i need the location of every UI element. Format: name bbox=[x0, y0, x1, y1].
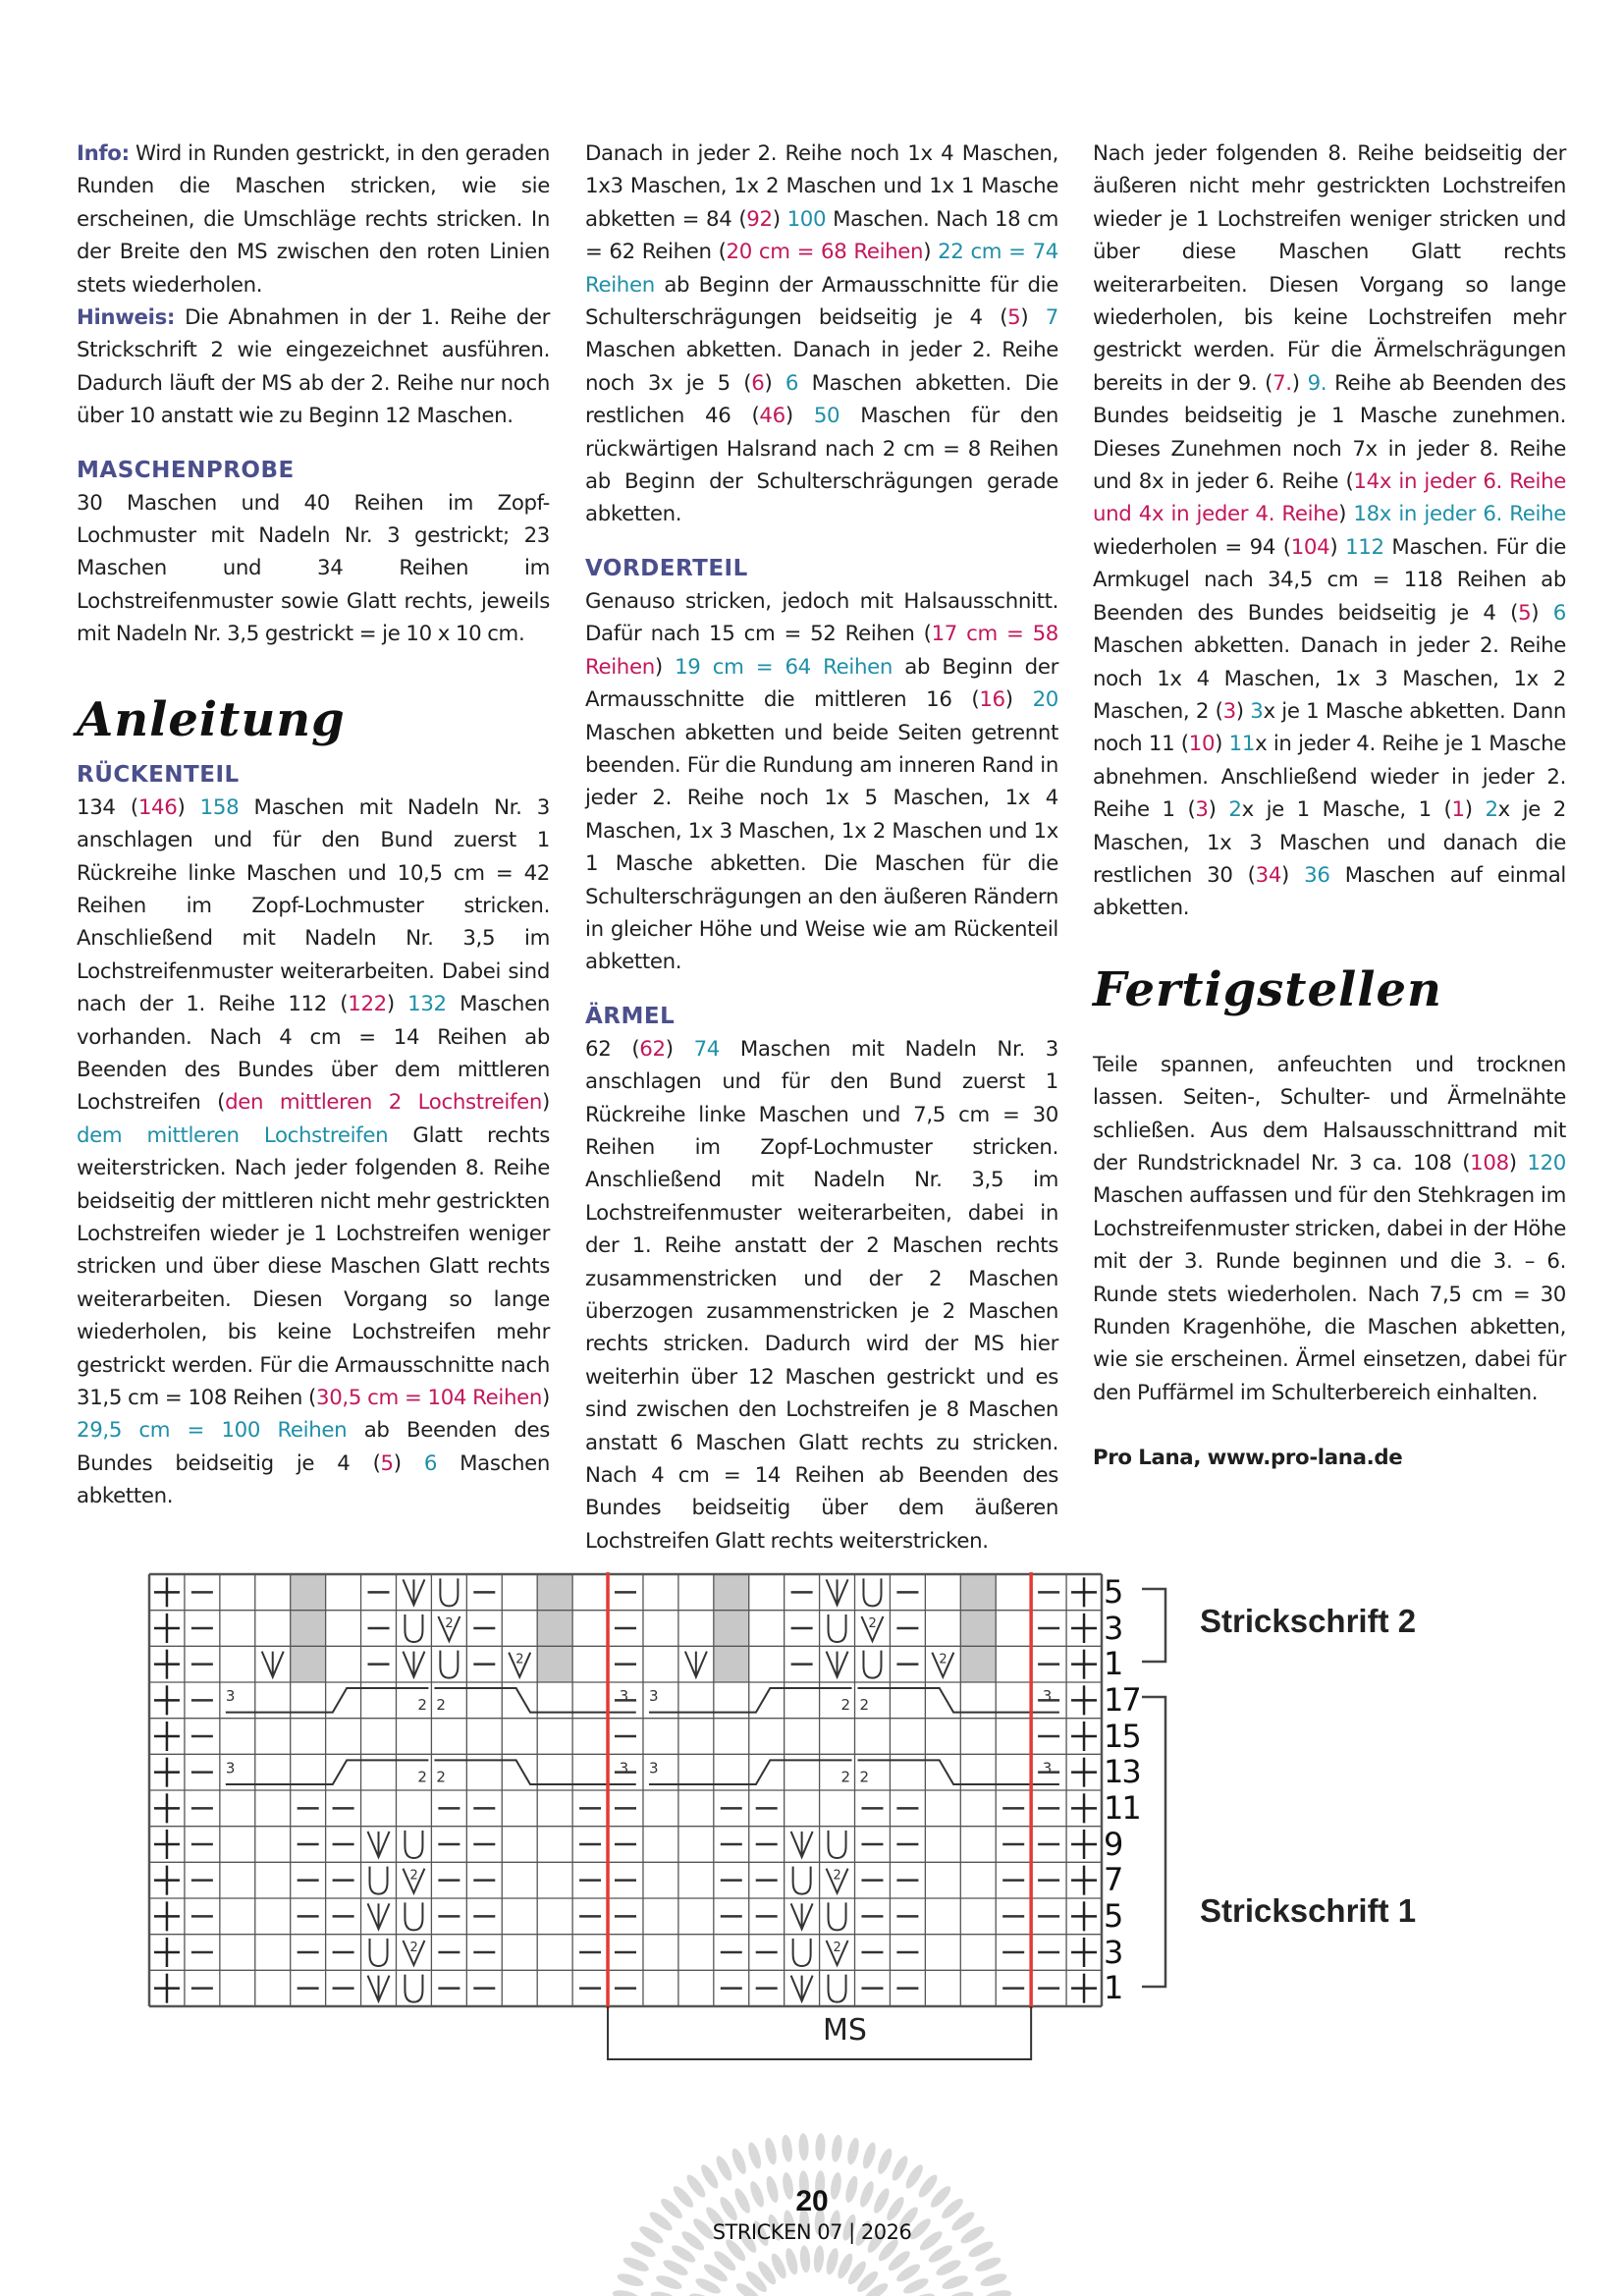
issue-label: STRICKEN 07 | 2026 bbox=[712, 2220, 912, 2244]
svg-text:2: 2 bbox=[833, 1868, 841, 1884]
svg-text:2: 2 bbox=[833, 1941, 841, 1955]
section-heading-rueckenteil: RÜCKENTEIL bbox=[77, 761, 240, 788]
maschenprobe-text: 30 Maschen und 40 Reihen im Zopf- Lochmuster mit Nadeln Nr. 3 gestrickt; 23 Maschen und 34 Reihen im Lochstreifenmuster sowie Glatt rechts, jeweils mit Nadeln Nr. 3,5 gestrickt = je 10 x 10 cm. bbox=[77, 490, 550, 647]
row-number: 9 bbox=[1104, 1825, 1122, 1863]
fertigstellen-title: Fertigstellen bbox=[1093, 961, 1442, 1017]
svg-text:2: 2 bbox=[417, 1696, 427, 1714]
row-number: 1 bbox=[1104, 1645, 1122, 1683]
credit-line: Pro Lana, www.pro-lana.de bbox=[1093, 1446, 1403, 1471]
svg-text:3: 3 bbox=[1042, 1687, 1053, 1705]
svg-text:2: 2 bbox=[840, 1696, 851, 1714]
section-heading-vorderteil: VORDERTEIL bbox=[585, 555, 748, 581]
row-number: 15 bbox=[1104, 1717, 1140, 1755]
hinweis-paragraph: Hinweis: Die Abnahmen in der 1. Reihe der Strickschrift 2 wie eingezeichnet ausführen. Dadurch läuft der MS ab der 2. Reihe nur noch über 10 anstatt wie zu Beginn 12 Maschen. bbox=[77, 305, 550, 429]
vorderteil-text: Genauso stricken, jedoch mit Halsausschnitt. Dafür nach 15 cm = 52 Reihen (17 cm = 58 Reihen) 19 cm = 64 Reihen ab Beginn der Armausschnitte die mittleren 16 (16) 20 Maschen abketten und beide Seiten getrennt beenden. Für die Rundung am inneren Rand in jeder 2. Reihe noch 1x 5 Maschen, 1x 4 Maschen, 1x 3 Maschen, 1x 2 Maschen und 1x 1 Masche abketten. Die Maschen für die Schulterschrägungen an den äußeren Rändern in gleicher Höhe und Weise wie am Rückenteil abketten. bbox=[585, 588, 1059, 975]
svg-text:2: 2 bbox=[859, 1696, 870, 1714]
row-number: 11 bbox=[1104, 1789, 1140, 1827]
svg-text:2: 2 bbox=[417, 1768, 427, 1786]
row-number: 17 bbox=[1104, 1681, 1140, 1719]
svg-text:3: 3 bbox=[619, 1687, 629, 1705]
rueckenteil-text: 134 (146) 158 Maschen mit Nadeln Nr. 3 anschlagen und für den Bund zuerst 1 Rückreihe linke Maschen und 10,5 cm = 42 Reihen im Zopf-Lochmuster stricken. Anschließend mit Nadeln Nr. 3,5 im Lochstreifenmuster weiterarbeiten. Dabei sind nach der 1. Reihe 112 (122) 132 Maschen vorhanden. Nach 4 cm = 14 Reihen ab Beenden des Bundes über dem mittleren Lochstreifen (den mittleren 2 Lochstreifen) dem mittleren Lochstreifen Glatt rechts weiterstricken. Nach jeder folgenden 8. Reihe beidseitig der mittleren nicht mehr gestrickten Lochstreifen wieder je 1 Lochstreifen weniger stricken und über diese Maschen Glatt rechts weiterarbeiten. Diesen Vorgang so lange wiederholen, bis keine Lochstreifen mehr gestrickt werden. Für die Armausschnitte nach 31,5 cm = 108 Reihen (30,5 cm = 104 Reihen) 29,5 cm = 100 Reihen ab Beenden des Bundes beidseitig je 4 (5) 6 Maschen abketten. bbox=[77, 794, 551, 1509]
page-number: 20 bbox=[795, 2185, 829, 2217]
svg-text:2: 2 bbox=[939, 1652, 947, 1667]
svg-text:3: 3 bbox=[225, 1759, 236, 1777]
info-paragraph: Info: Wird in Runden gestrickt, in den geraden Runden die Maschen stricken, wie sie erscheinen, die Umschläge rechts stricken. In der Breite den MS zwischen den roten Linien stets wiederholen. bbox=[77, 141, 550, 298]
row-number: 1 bbox=[1104, 1969, 1122, 2007]
row-number: 3 bbox=[1104, 1609, 1122, 1647]
section-heading-aermel: ÄRMEL bbox=[585, 1003, 676, 1029]
svg-text:3: 3 bbox=[648, 1759, 659, 1777]
svg-text:2: 2 bbox=[409, 1941, 418, 1955]
legend-strickschrift-2: Strickschrift 2 bbox=[1200, 1603, 1417, 1639]
svg-text:3: 3 bbox=[648, 1687, 659, 1705]
svg-text:2: 2 bbox=[515, 1652, 524, 1667]
row-number: 5 bbox=[1104, 1573, 1122, 1611]
svg-text:3: 3 bbox=[225, 1687, 236, 1705]
aermel-continued-text: Nach jeder folgenden 8. Reihe beidseitig der äußeren nicht mehr gestrickten Lochstreifen wieder je 1 Lochstreifen weniger stricken und über diese Maschen Glatt rechts weiterarbeiten. Diesen Vorgang so lange wiederholen, bis keine Lochstreifen mehr gestrickt werden. Für die Ärmelschrägungen bereits in der 9. (7.) 9. Reihe ab Beenden des Bundes beidseitig je 1 Masche zunehmen. Dieses Zunehmen noch 7x in jeder 8. Reihe und 8x in jeder 6. Reihe (14x in jeder 6. Reihe und 4x in jeder 4. Reihe) 18x in jeder 6. Reihe wiederholen = 94 (104) 112 Maschen. Für die Armkugel nach 34,5 cm = 118 Reihen ab Beenden des Bundes beidseitig je 4 (5) 6 Maschen abketten. Danach in jeder 2. Reihe noch 1x 4 Maschen, 1x 3 Maschen, 1x 2 Maschen, 2 (3) 3x je 1 Masche abketten. Dann noch 11 (10) 11x in jeder 4. Reihe je 1 Masche abnehmen. Anschließend wieder in jeder 2. Reihe 1 (3) 2x je 1 Masche, 1 (1) 2x je 2 Maschen, 1x 3 Maschen und danach die restlichen 30 (34) 36 Maschen auf einmal abketten. bbox=[1093, 141, 1566, 921]
svg-text:3: 3 bbox=[1042, 1759, 1053, 1777]
svg-text:2: 2 bbox=[436, 1768, 446, 1786]
rueckenteil-continued-text: Danach in jeder 2. Reihe noch 1x 4 Maschen, 1x3 Maschen, 1x 2 Maschen und 1x 1 Masche abketten = 84 (92) 100 Maschen. Nach 18 cm = 62 Reihen (20 cm = 68 Reihen) 22 cm = 74 Reihen ab Beginn der Armausschnitte für die Schulterschrägungen beidseitig je 4 (5) 7 Maschen abketten. Danach in jeder 2. Reihe noch 3x je 5 (6) 6 Maschen abketten. Die restlichen 46 (46) 50 Maschen für den rückwärtigen Halsrand nach 2 cm = 8 Reihen ab Beginn der Schulterschrägungen gerade abketten. bbox=[585, 141, 1058, 527]
fertigstellen-text: Teile spannen, anfeuchten und trocknen lassen. Seiten-, Schulter- und Ärmelnähte schließen. Aus dem Halsausschnittrand mit der Rundstricknadel Nr. 3 ca. 108 (108) 120 Maschen auffassen und für den Stehkragen im Lochstreifenmuster stricken, dabei in der Höhe mit der 3. Runde beginnen und die 3. – 6. Runde stets wiederholen. Nach 7,5 cm = 30 Runden Kragenhöhe, die Maschen abketten, wie sie erscheinen. Ärmel einsetzen, dabei für den Puffärmel im Schulterbereich einhalten. bbox=[1093, 1052, 1566, 1405]
row-number: 3 bbox=[1104, 1933, 1122, 1971]
svg-text:2: 2 bbox=[840, 1768, 851, 1786]
anleitung-title: Anleitung bbox=[77, 691, 346, 747]
hinweis-label: Hinweis: bbox=[77, 305, 176, 331]
repeat-label: MS bbox=[823, 2013, 867, 2048]
aermel-text: 62 (62) 74 Maschen mit Nadeln Nr. 3 anschlagen und für den Bund zuerst 1 Rückreihe linke Maschen und 7,5 cm = 30 Reihen im Zopf-Lochmuster stricken. Anschließend mit Nadeln Nr. 3,5 im Lochstreifenmuster weiterarbeiten, dabei in der 1. Reihe anstatt der 2 Maschen rechts zusammenstricken und der 2 Maschen überzogen zusammenstricken je 2 Maschen rechts stricken. Dadurch wird der MS hier weiterhin über 12 Maschen gestrickt und es sind zwischen den Lochstreifen je 8 Maschen anstatt 6 Maschen Glatt rechts zu stricken. Nach 4 cm = 14 Reihen ab Beenden des Bundes beidseitig über dem äußeren Lochstreifen Glatt rechts weiterstricken. bbox=[585, 1036, 1058, 1554]
section-heading-maschenprobe: MASCHENPROBE bbox=[77, 457, 295, 483]
row-number: 7 bbox=[1104, 1861, 1122, 1899]
svg-text:2: 2 bbox=[445, 1616, 454, 1631]
svg-text:2: 2 bbox=[859, 1768, 870, 1786]
svg-text:2: 2 bbox=[436, 1696, 446, 1714]
svg-text:3: 3 bbox=[619, 1759, 629, 1777]
svg-text:2: 2 bbox=[409, 1868, 418, 1884]
page-footer bbox=[0, 2185, 1624, 2246]
row-number: 13 bbox=[1104, 1753, 1140, 1791]
svg-text:2: 2 bbox=[868, 1616, 877, 1631]
row-number: 5 bbox=[1104, 1897, 1122, 1935]
legend-strickschrift-1: Strickschrift 1 bbox=[1200, 1892, 1417, 1929]
info-label: Info: bbox=[77, 141, 130, 166]
